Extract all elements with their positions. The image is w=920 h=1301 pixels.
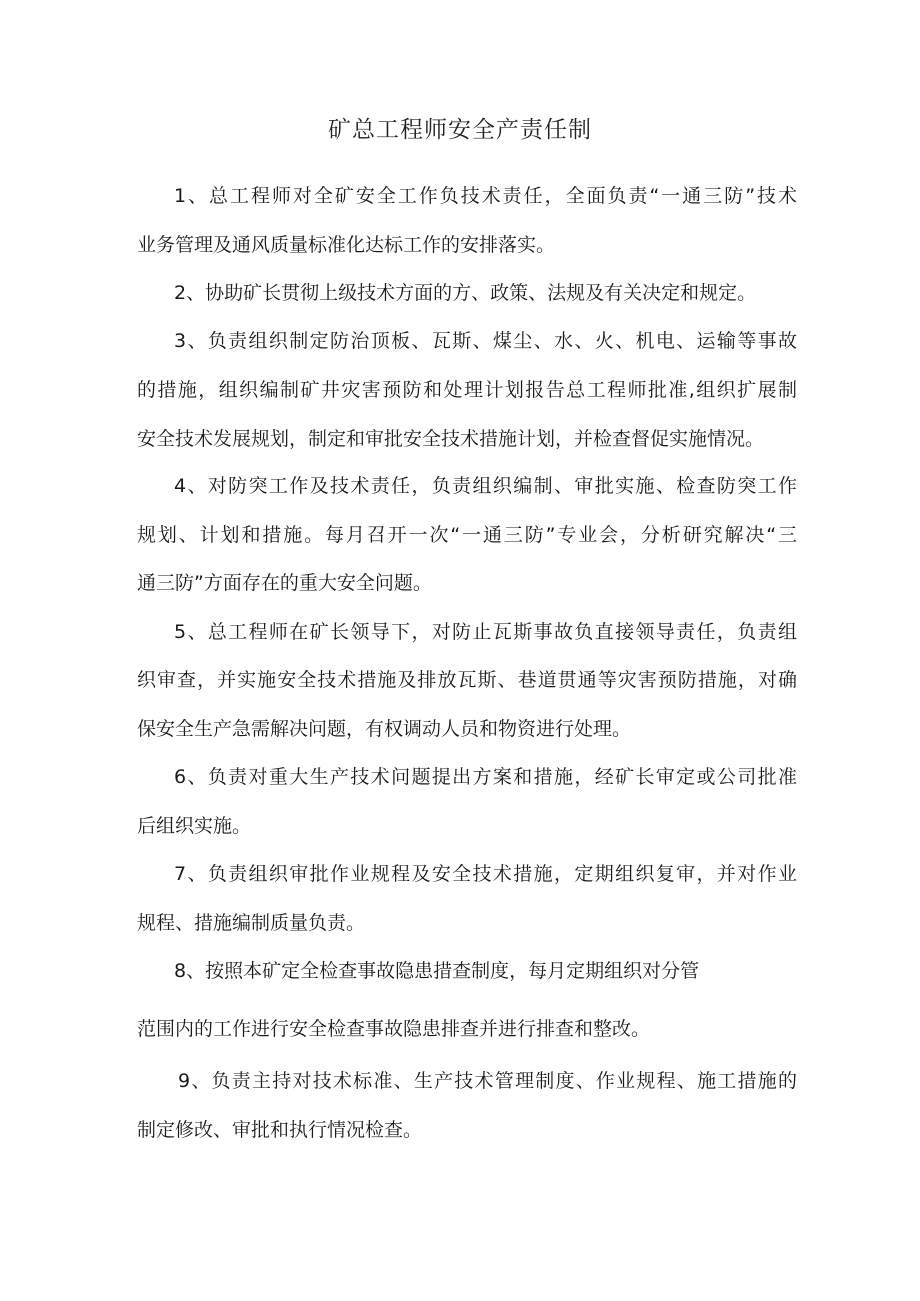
paragraph-5-line-1: 5、总工程师在矿长领导下，对防止瓦斯事故负直接领导责任，负责组 [174, 621, 797, 643]
paragraph-9-line-1: 9、负责主持对技术标准、生产技术管理制度、作业规程、施工措施的 [178, 1070, 797, 1092]
paragraph-4-line-2: 规划、计划和措施。每月召开一次“一通三防”专业会，分析研究解决“三 [137, 524, 797, 546]
document-title: 矿总工程师安全产责任制 [328, 117, 592, 143]
paragraph-3-line-2: 的措施，组织编制矿井灾害预防和处理计划报告总工程师批准,组织扩展制 [137, 379, 797, 401]
paragraph-5-line-2: 织审查，并实施安全技术措施及排放瓦斯、巷道贯通等灾害预防措施，对确 [137, 669, 797, 691]
paragraph-5-line-3: 保安全生产急需解决问题，有权调动人员和物资进行处理。 [137, 718, 632, 740]
paragraph-6-line-2: 后组织实施。 [137, 815, 252, 837]
paragraph-8-line-2: 范围内的工作进行安全检查事故隐患排查并进行排查和整改。 [137, 1018, 651, 1040]
paragraph-3-line-3: 安全技术发展规划，制定和审批安全技术措施计划，并检查督促实施情况。 [137, 428, 765, 450]
paragraph-2-line-1: 2、协助矿长贯彻上级技术方面的方、政策、法规及有关决定和规定。 [174, 282, 757, 304]
paragraph-4-line-3: 通三防”方面存在的重大安全问题。 [137, 572, 432, 594]
paragraph-7-line-2: 规程、措施编制质量负责。 [137, 912, 366, 934]
paragraph-4-line-1: 4、对防突工作及技术责任，负责组织编制、审批实施、检查防突工作 [174, 475, 797, 497]
paragraph-9-line-2: 制定修改、审批和执行情况检查。 [137, 1119, 423, 1141]
paragraph-8-line-1: 8、按照本矿定全检查事故隐患措查制度，每月定期组织对分管 [174, 960, 700, 982]
paragraph-1-line-1: 1、总工程师对全矿安全工作负技术责任，全面负责“一通三防”技术 [174, 185, 797, 207]
paragraph-7-line-1: 7、负责组织审批作业规程及安全技术措施，定期组织复审，并对作业 [174, 863, 797, 885]
paragraph-6-line-1: 6、负责对重大生产技术问题提出方案和措施，经矿长审定或公司批准 [174, 766, 797, 788]
paragraph-1-line-2: 业务管理及通风质量标准化达标工作的安排落实。 [137, 234, 556, 256]
paragraph-3-line-1: 3、负责组织制定防治顶板、瓦斯、煤尘、水、火、机电、运输等事故 [174, 330, 797, 352]
